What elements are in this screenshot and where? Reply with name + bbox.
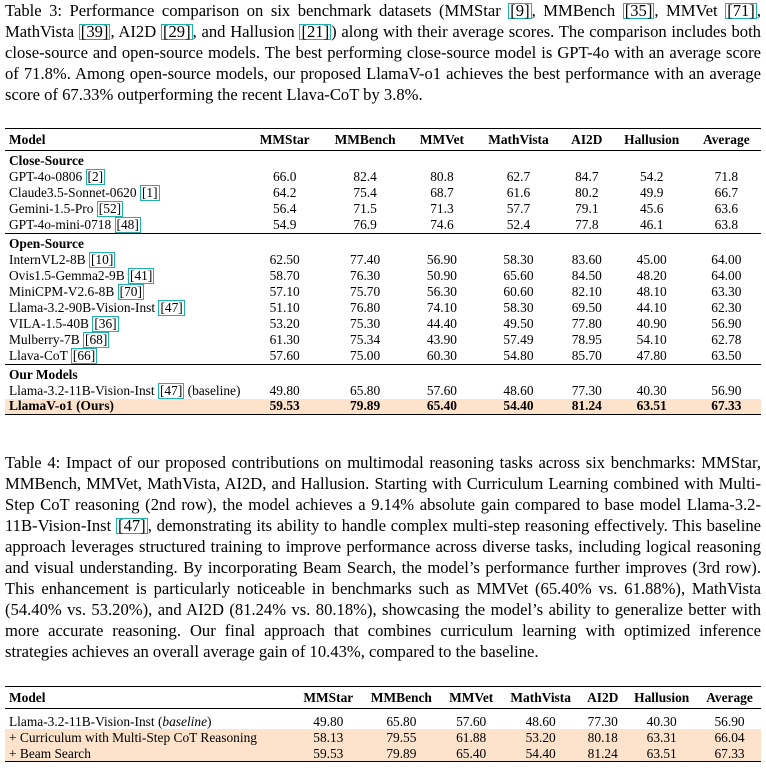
- model-name: + Beam Search: [9, 745, 91, 761]
- value-cell: 51.10: [269, 300, 300, 315]
- model-name: Llama-3.2-11B-Vision-Inst: [9, 383, 155, 398]
- value-cell: 65.40: [441, 745, 501, 762]
- value-cell: 60.60: [503, 284, 534, 299]
- citation-link[interactable]: [47]: [118, 516, 146, 535]
- value-cell: 57.49: [503, 332, 534, 347]
- value-cell: 76.30: [350, 268, 381, 283]
- value-cell: 49.80: [269, 383, 300, 398]
- value-cell: 79.89: [362, 745, 442, 762]
- table-row: [5, 399, 761, 414]
- model-name: Mulberry-7B: [9, 332, 80, 347]
- header-mmvet: MMVet: [409, 129, 475, 151]
- model-name: Claude3.5-Sonnet-0620: [9, 185, 137, 200]
- caption-text: , MMVet: [654, 1, 726, 20]
- value-cell: 40.30: [646, 713, 677, 729]
- value-cell: 71.5: [353, 201, 377, 216]
- value-cell: 48.60: [525, 713, 556, 729]
- value-cell: 60.30: [426, 348, 458, 363]
- value-cell: 77.40: [350, 252, 381, 267]
- value-cell: 43.90: [426, 332, 458, 347]
- value-cell: 45.6: [639, 201, 664, 216]
- value-cell: 62.50: [269, 252, 300, 267]
- group-header-row: [5, 365, 761, 384]
- model-close: ): [207, 713, 212, 729]
- value-cell: 53.20: [269, 316, 300, 331]
- value-cell: 64.2: [272, 185, 297, 200]
- header-mmbench: MMBench: [362, 687, 442, 709]
- table-row: [5, 316, 761, 332]
- table4-header-row: [5, 687, 761, 709]
- model-cell: [5, 709, 295, 730]
- caption-text: , MMBench: [531, 1, 623, 20]
- value-cell: 79.89: [321, 399, 409, 414]
- value-cell: 57.10: [269, 284, 300, 299]
- value-cell: 75.4: [353, 185, 377, 200]
- value-cell: 54.40: [475, 399, 562, 414]
- value-cell: 77.30: [571, 383, 602, 398]
- model-cell: [5, 729, 295, 745]
- value-cell: 58.70: [269, 268, 300, 283]
- model-name: Ovis1.5-Gemma2-9B: [9, 268, 125, 283]
- citation-link[interactable]: [9]: [510, 1, 530, 20]
- citation-link[interactable]: [10]: [90, 252, 114, 267]
- table-row: [5, 217, 761, 234]
- citation-link[interactable]: [68]: [85, 332, 108, 347]
- model-name: MiniCPM-V2.6-8B: [9, 284, 115, 299]
- caption-text: , and Hallusion: [192, 22, 300, 41]
- model-cell: [5, 332, 248, 348]
- table3-header-row: [5, 129, 761, 151]
- citation-link[interactable]: [48]: [116, 217, 139, 232]
- value-cell: 77.80: [571, 316, 602, 331]
- value-cell: 56.90: [426, 252, 458, 267]
- value-cell: 61.30: [269, 332, 300, 347]
- value-cell: 64.00: [711, 268, 742, 283]
- caption-text: , AI2D: [110, 22, 161, 41]
- value-cell: 54.10: [636, 332, 667, 347]
- caption-text: , MathVista: [5, 1, 761, 41]
- value-cell: 45.00: [636, 252, 667, 267]
- value-cell: 74.6: [430, 217, 454, 232]
- value-cell: 63.8: [714, 217, 739, 232]
- value-cell: 48.10: [636, 284, 667, 299]
- model-cell: [5, 268, 248, 284]
- value-cell: 71.3: [430, 201, 454, 216]
- table-row: [5, 332, 761, 348]
- table-row: [5, 348, 761, 365]
- value-cell: 84.7: [575, 169, 599, 184]
- model-name: InternVL2-8B: [9, 252, 86, 267]
- group-header-row: [5, 151, 761, 170]
- header-model: Model: [5, 129, 248, 151]
- header-mathvista: MathVista: [475, 129, 562, 151]
- model-name: VILA-1.5-40B: [9, 316, 89, 331]
- model-cell: [5, 399, 248, 414]
- value-cell: 49.9: [639, 185, 664, 200]
- table-row: [5, 169, 761, 185]
- value-cell: 79.1: [575, 201, 599, 216]
- table-row: [5, 709, 761, 730]
- value-cell: 77.8: [575, 217, 599, 232]
- value-cell: 65.80: [350, 383, 381, 398]
- header-average: Average: [698, 687, 761, 709]
- table-row: [5, 284, 761, 300]
- value-cell: 65.80: [386, 713, 417, 729]
- value-cell: 71.8: [714, 169, 739, 184]
- value-cell: 66.7: [714, 185, 739, 200]
- value-cell: 49.50: [503, 316, 534, 331]
- table-row: [5, 729, 761, 745]
- citation-link[interactable]: [41]: [130, 268, 153, 283]
- value-cell: 65.40: [409, 399, 475, 414]
- citation-link[interactable]: [70]: [119, 284, 142, 299]
- value-cell: 47.80: [636, 348, 667, 363]
- value-cell: 82.4: [353, 169, 377, 184]
- group-header-row: [5, 234, 761, 253]
- header-mmstar: MMStar: [295, 687, 362, 709]
- value-cell: 75.30: [350, 316, 381, 331]
- table4-caption: [5, 452, 761, 662]
- value-cell: 63.31: [625, 729, 698, 745]
- value-cell: 63.30: [711, 284, 742, 299]
- value-cell: 64.00: [711, 252, 742, 267]
- value-cell: 40.30: [636, 383, 667, 398]
- model-name: Llama-3.2-11B-Vision-Inst (: [9, 713, 163, 729]
- model-cell: [5, 316, 248, 332]
- citation-link[interactable]: [36]: [94, 316, 117, 331]
- value-cell: 63.51: [625, 745, 698, 762]
- model-cell: [5, 169, 248, 185]
- value-cell: 57.60: [426, 383, 458, 398]
- citation-link[interactable]: [66]: [72, 348, 96, 363]
- caption-text: Table 4: Impact of our proposed contributions on multimodal reasoning tasks across six benchmarks: MMStar, MMBench, MMVet, MathVista, AI2D, and Hallusion. Starting with Curriculum Learning combined with Multi-Step CoT reasoning (2nd row), the model achieves a 9.14% absolute gain compared to base model Llama-3.2-11B-Vision-Inst: [5, 453, 761, 535]
- header-mmstar: MMStar: [248, 129, 321, 151]
- model-name: Llama-3.2-90B-Vision-Inst: [9, 300, 156, 315]
- value-cell: 61.88: [441, 729, 501, 745]
- value-cell: 40.90: [636, 316, 667, 331]
- value-cell: 67.33: [698, 745, 761, 762]
- table-row: [5, 745, 761, 762]
- value-cell: 58.30: [503, 252, 534, 267]
- value-cell: 76.9: [353, 217, 377, 232]
- header-ai2d: AI2D: [580, 687, 625, 709]
- table-row: [5, 185, 761, 201]
- value-cell: 56.90: [711, 316, 742, 331]
- value-cell: 54.40: [501, 745, 580, 762]
- value-cell: 75.70: [350, 284, 381, 299]
- value-cell: 75.00: [350, 348, 381, 363]
- value-cell: 46.1: [639, 217, 664, 232]
- caption-text: , demonstrating its ability to handle complex multi-step reasoning effectively. This baseline approach leverages structured training to improve performance across diverse tasks, including logical reasoning and visual understanding. By incorporating Beam Search, the model’s performance further improves (3rd row). This enhancement is particularly noticeable in benchmarks such as MMVet (65.40% vs. 61.88%), MathVista (54.40% vs. 53.20%), and AI2D (81.24% vs. 80.18%), showcasing the model’s ability to generalize better with more accurate reasoning. Our final approach that combines curriculum learning with optimized inference strategies achieves an overall average gain of 10.43%, compared to the baseline.: [5, 516, 761, 661]
- value-cell: 48.60: [503, 383, 534, 398]
- table-row: [5, 383, 761, 399]
- value-cell: 76.80: [350, 300, 381, 315]
- citation-link[interactable]: [39]: [80, 22, 109, 41]
- table-row: [5, 268, 761, 284]
- model-cell: [5, 201, 248, 217]
- value-cell: 81.24: [580, 745, 625, 762]
- model-cell: [5, 217, 248, 234]
- citation-link[interactable]: [35]: [624, 1, 653, 20]
- citation-link[interactable]: [47]: [160, 300, 183, 315]
- value-cell: 54.2: [639, 169, 664, 184]
- model-cell: [5, 252, 248, 268]
- citation-link[interactable]: [71]: [727, 1, 755, 20]
- value-cell: 66.04: [698, 729, 761, 745]
- header-hallusion: Hallusion: [625, 687, 698, 709]
- value-cell: 63.50: [711, 348, 742, 363]
- value-cell: 56.90: [711, 383, 742, 398]
- value-cell: 50.90: [426, 268, 458, 283]
- value-cell: 62.78: [711, 332, 742, 347]
- value-cell: 48.20: [636, 268, 667, 283]
- value-cell: 77.30: [587, 713, 618, 729]
- value-cell: 54.9: [272, 217, 297, 232]
- value-cell: 56.90: [714, 713, 745, 729]
- header-model: Model: [5, 687, 295, 709]
- group-title: Our Models: [5, 365, 761, 384]
- citation-link[interactable]: [21]: [301, 22, 330, 41]
- model-name: GPT-4o-0806: [9, 169, 83, 184]
- value-cell: 62.7: [506, 169, 531, 184]
- model-name: Llava-CoT: [9, 348, 68, 363]
- value-cell: 62.30: [711, 300, 742, 315]
- model-name: Gemini-1.5-Pro: [9, 201, 94, 216]
- value-cell: 79.55: [362, 729, 442, 745]
- value-cell: 80.2: [575, 185, 599, 200]
- group-title: Open-Source: [5, 234, 761, 253]
- value-cell: 67.33: [692, 399, 761, 414]
- value-cell: 52.4: [506, 217, 531, 232]
- value-cell: 49.80: [313, 713, 344, 729]
- value-cell: 83.60: [571, 252, 602, 267]
- value-cell: 44.10: [636, 300, 667, 315]
- value-cell: 69.50: [571, 300, 602, 315]
- value-cell: 53.20: [501, 729, 580, 745]
- table3-performance-comparison: [5, 128, 761, 415]
- model-cell: [5, 383, 248, 399]
- caption-text: Table 3: Performance comparison on six benchmark datasets (MMStar: [5, 1, 509, 20]
- value-cell: 61.6: [506, 185, 531, 200]
- header-mmvet: MMVet: [441, 687, 501, 709]
- model-name: GPT-4o-mini-0718: [9, 217, 112, 232]
- model-italic: baseline: [162, 713, 208, 729]
- citation-link[interactable]: [47]: [159, 383, 183, 398]
- value-cell: 80.18: [580, 729, 625, 745]
- model-name: + Curriculum with Multi-Step CoT Reasoning: [9, 729, 257, 745]
- model-cell: [5, 745, 295, 762]
- value-cell: 84.50: [571, 268, 602, 283]
- model-cell: [5, 348, 248, 365]
- value-cell: 57.60: [269, 348, 300, 363]
- value-cell: 68.7: [430, 185, 454, 200]
- header-average: Average: [692, 129, 761, 151]
- value-cell: 80.8: [430, 169, 454, 184]
- value-cell: 58.13: [295, 729, 362, 745]
- value-cell: 59.53: [295, 745, 362, 762]
- value-cell: 66.0: [272, 169, 297, 184]
- model-suffix: (baseline): [184, 383, 241, 398]
- value-cell: 56.4: [272, 201, 297, 216]
- citation-link[interactable]: [29]: [162, 22, 191, 41]
- table4-ablation: [5, 686, 761, 762]
- value-cell: 63.6: [714, 201, 739, 216]
- citation-link[interactable]: [52]: [98, 201, 122, 216]
- header-hallusion: Hallusion: [612, 129, 692, 151]
- header-mmbench: MMBench: [321, 129, 409, 151]
- model-cell: [5, 300, 248, 316]
- table3-caption: [5, 0, 761, 105]
- header-mathvista: MathVista: [501, 687, 580, 709]
- value-cell: 85.70: [571, 348, 602, 363]
- value-cell: 54.80: [503, 348, 534, 363]
- table-row: [5, 252, 761, 268]
- value-cell: 57.60: [456, 713, 487, 729]
- citation-link[interactable]: [1]: [141, 185, 158, 200]
- citation-link[interactable]: [2]: [87, 169, 104, 184]
- value-cell: 81.24: [562, 399, 612, 414]
- value-cell: 65.60: [503, 268, 534, 283]
- value-cell: 78.95: [571, 332, 602, 347]
- value-cell: 57.7: [506, 201, 531, 216]
- caption-text: ) along with their average scores. The comparison includes both close-source and open-source models. The best performing close-source model is GPT-4o with an average score of 71.8%. Among open-source models, our proposed LlamaV-o1 achieves the best performance with an average score of 67.33% outperforming the recent Llava-CoT by 3.8%.: [5, 22, 761, 104]
- header-ai2d: AI2D: [562, 129, 612, 151]
- model-cell: [5, 284, 248, 300]
- table-row: [5, 300, 761, 316]
- group-title: Close-Source: [9, 153, 84, 168]
- table-row: [5, 201, 761, 217]
- value-cell: 56.30: [426, 284, 458, 299]
- value-cell: 75.34: [350, 332, 381, 347]
- model-name: LlamaV-o1 (Ours): [9, 398, 115, 414]
- value-cell: 82.10: [571, 284, 602, 299]
- value-cell: 59.53: [248, 399, 321, 414]
- value-cell: 44.40: [426, 316, 458, 331]
- value-cell: 58.30: [503, 300, 534, 315]
- value-cell: 63.51: [612, 399, 692, 414]
- value-cell: 74.10: [426, 300, 458, 315]
- model-cell: [5, 185, 248, 201]
